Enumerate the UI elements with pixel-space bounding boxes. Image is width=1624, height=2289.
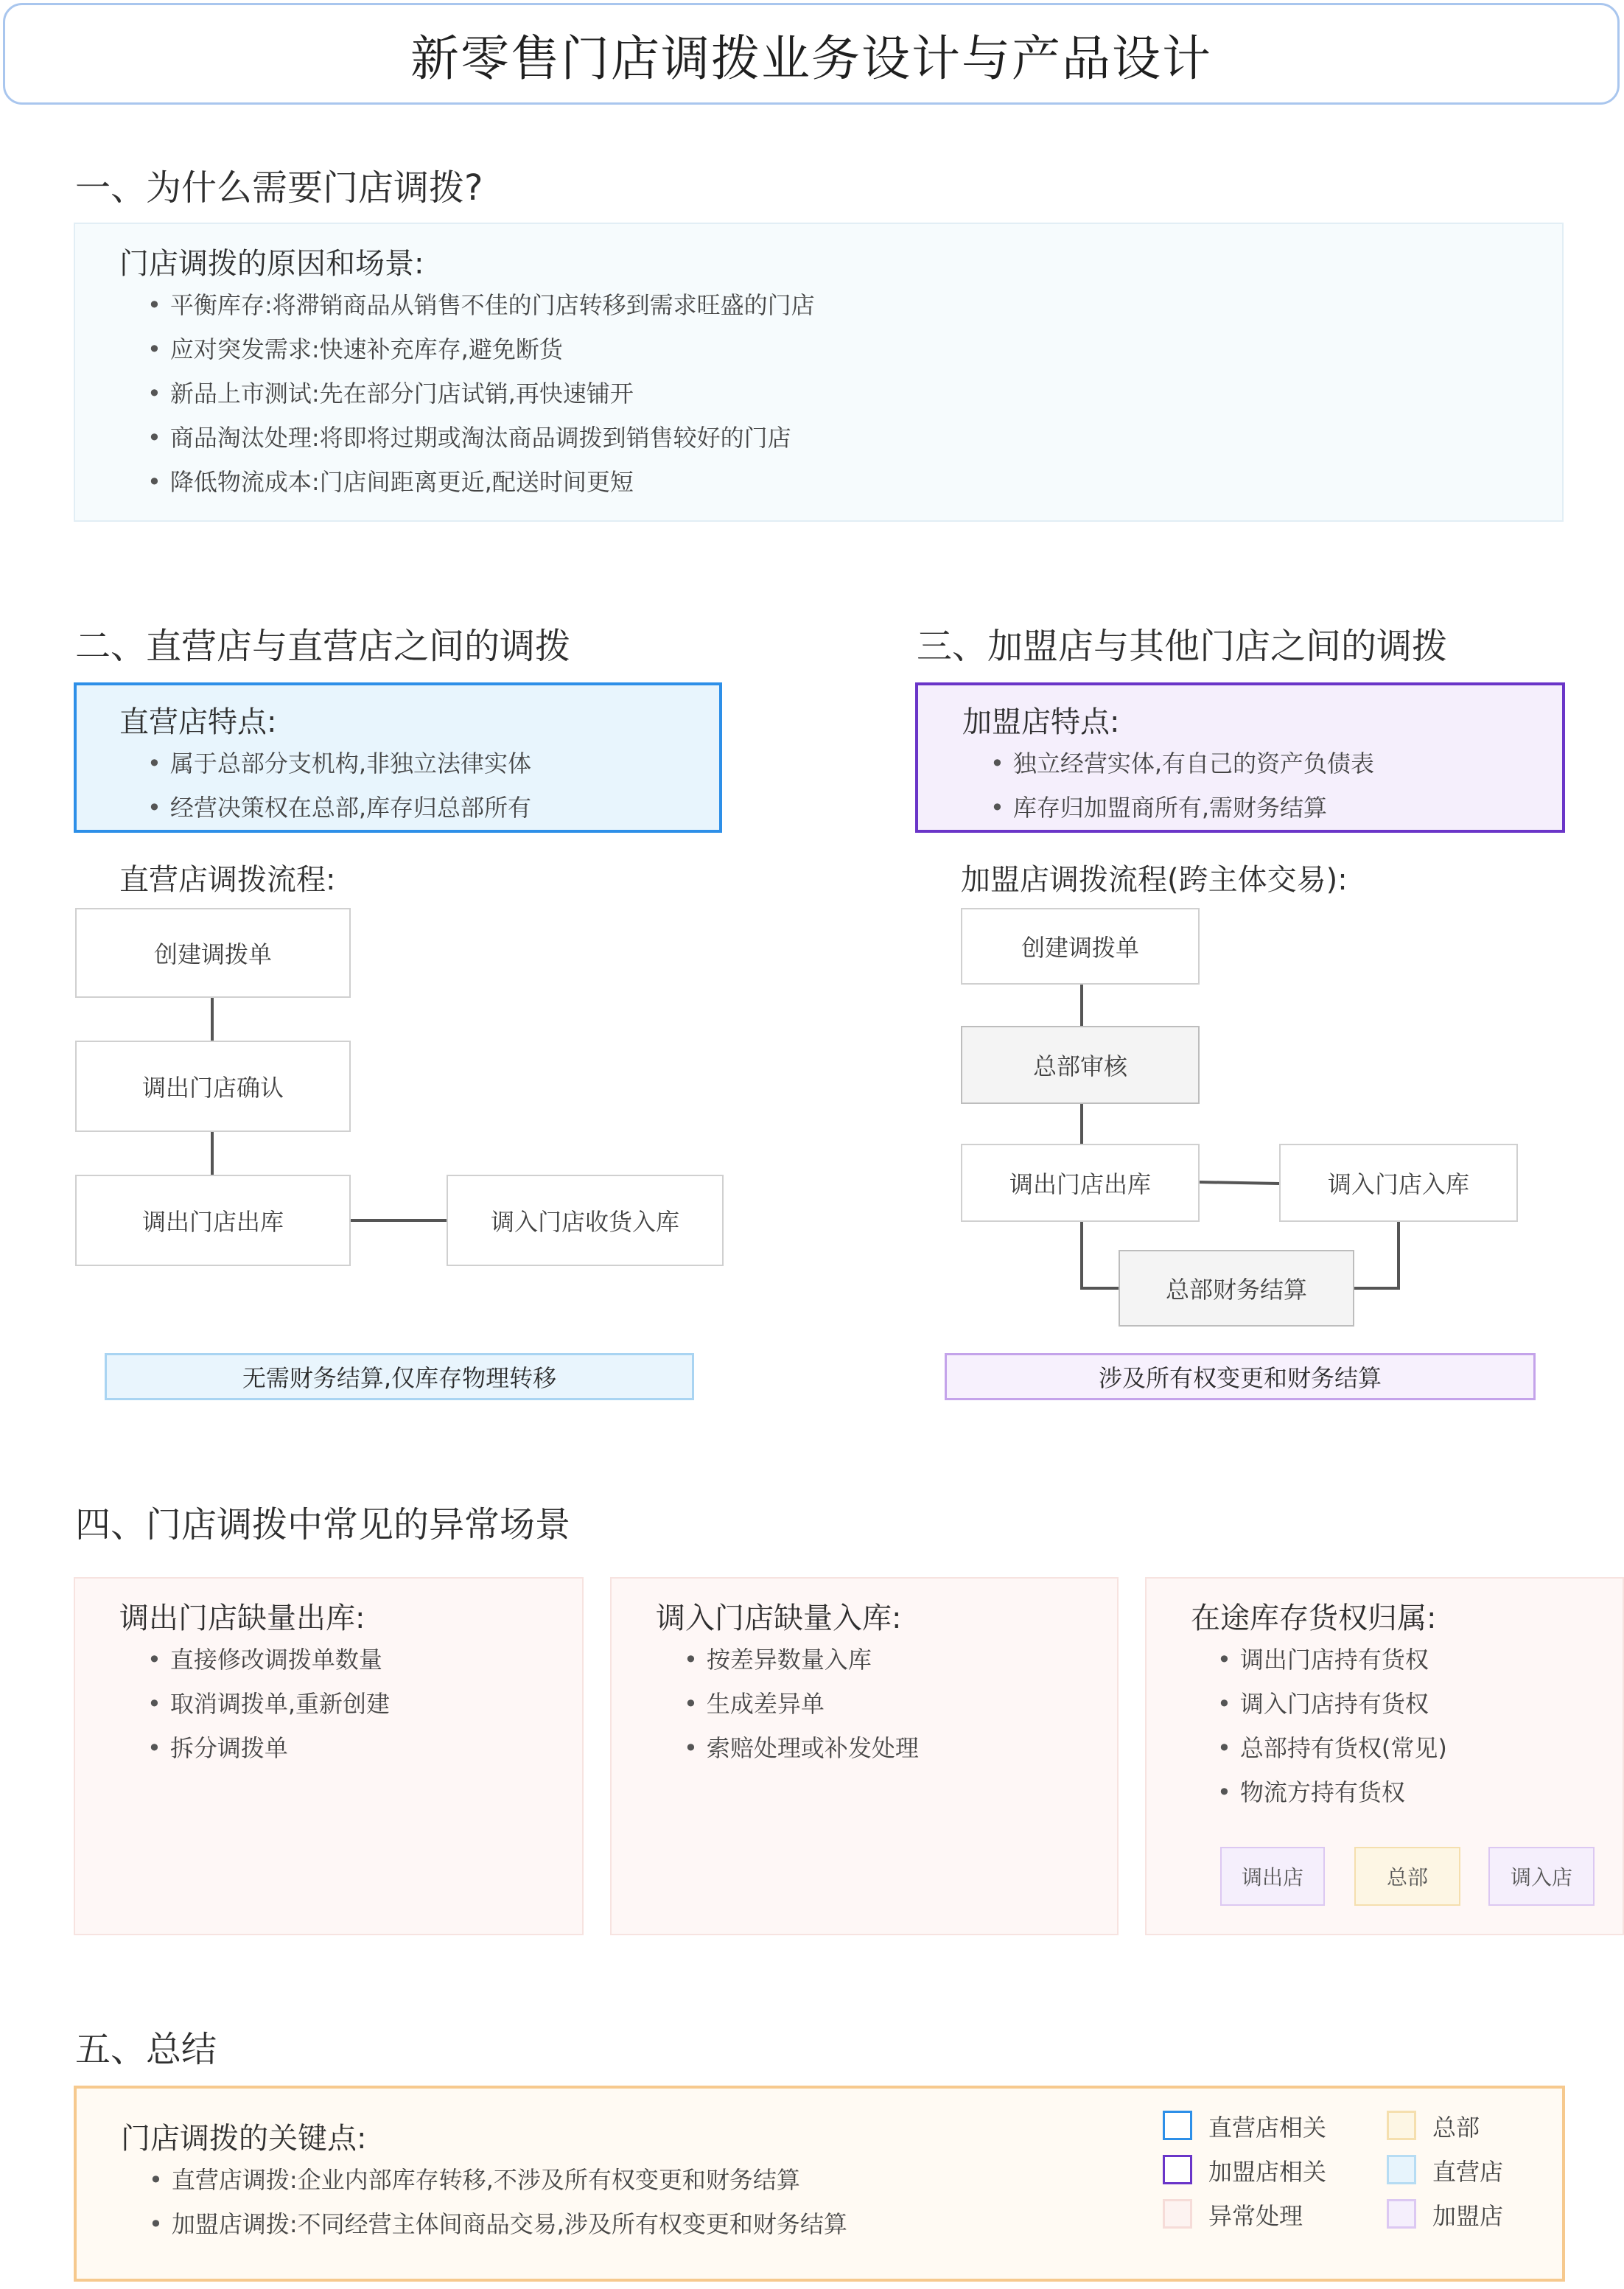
chain-chip-inbound-store: 调入店 — [1488, 1847, 1595, 1906]
connector-line — [1082, 1222, 1119, 1288]
exception-card-inbound-shortage — [610, 1577, 1119, 1935]
section1-heading: 一、为什么需要门店调拨? — [75, 167, 483, 209]
franchise-features-list — [990, 741, 1374, 830]
legend-label: 直营店相关 — [1208, 2114, 1327, 2142]
exception-card-title: 在途库存货权归属: — [1191, 1601, 1437, 1635]
legend-swatch-direct-store — [1387, 2155, 1416, 2184]
legend-label: 加盟店 — [1432, 2202, 1504, 2230]
section3-heading: 三、加盟店与其他门店之间的调拨 — [917, 626, 1448, 667]
list-item: • 生成差异单 — [684, 1682, 919, 1726]
list-item: • 应对突发需求:快速补充库存,避免断货 — [147, 327, 815, 371]
reasons-panel-title: 门店调拨的原因和场景: — [119, 247, 424, 281]
list-item: • 属于总部分支机构,非独立法律实体 — [147, 741, 531, 786]
legend-label: 直营店 — [1432, 2158, 1504, 2186]
direct-flow-note: 无需财务结算,仅库存物理转移 — [105, 1353, 694, 1400]
franchise-flow-note: 涉及所有权变更和财务结算 — [945, 1353, 1536, 1400]
list-item: • 按差异数量入库 — [684, 1638, 919, 1682]
exception-list — [684, 1638, 919, 1770]
legend-label: 总部 — [1432, 2114, 1480, 2142]
flow-node-outbound-confirm: 调出门店确认 — [75, 1041, 351, 1132]
list-item: • 独立经营实体,有自己的资产负债表 — [990, 741, 1374, 786]
page-title: 新零售门店调拨业务设计与产品设计 — [3, 3, 1620, 105]
exception-card-title: 调出门店缺量出库: — [119, 1601, 365, 1635]
list-item: • 取消调拨单,重新创建 — [147, 1682, 390, 1726]
list-item: • 索赔处理或补发处理 — [684, 1726, 919, 1770]
direct-features-title: 直营店特点: — [119, 705, 277, 739]
exception-card-title: 调入门店缺量入库: — [656, 1601, 902, 1635]
section2-heading: 二、直营店与直营店之间的调拨 — [75, 626, 571, 667]
list-item: • 调入门店持有货权 — [1217, 1682, 1447, 1726]
connector-line — [1354, 1222, 1399, 1288]
list-item: • 直接修改调拨单数量 — [147, 1638, 390, 1682]
list-item: • 总部持有货权(常见) — [1217, 1726, 1447, 1770]
flow-node-create-order: 创建调拨单 — [75, 908, 351, 998]
chain-chip-hq: 总部 — [1354, 1847, 1460, 1906]
exception-list — [147, 1638, 390, 1770]
list-item: • 平衡库存:将滞销商品从销售不佳的门店转移到需求旺盛的门店 — [147, 283, 815, 327]
list-item: • 物流方持有货权 — [1217, 1770, 1447, 1814]
list-item: • 拆分调拨单 — [147, 1726, 390, 1770]
summary-panel-title: 门店调拨的关键点: — [121, 2122, 367, 2156]
legend-swatch-direct-related — [1163, 2111, 1192, 2140]
list-item: • 新品上市测试:先在部分门店试销,再快速铺开 — [147, 371, 815, 416]
list-item: • 调出门店持有货权 — [1217, 1638, 1447, 1682]
exception-card-outbound-shortage — [74, 1577, 584, 1935]
flow-node-hq-review: 总部审核 — [961, 1026, 1200, 1104]
legend-label: 异常处理 — [1208, 2202, 1303, 2230]
summary-panel — [74, 2086, 1565, 2282]
flow-node-outbound-shipping: 调出门店出库 — [75, 1175, 351, 1266]
legend-swatch-hq — [1387, 2111, 1416, 2140]
flow-node-outbound-shipping: 调出门店出库 — [961, 1144, 1200, 1222]
connector-line — [1200, 1182, 1279, 1184]
legend-label: 加盟店相关 — [1208, 2158, 1327, 2186]
franchise-flow-title: 加盟店调拨流程(跨主体交易): — [961, 863, 1348, 897]
section4-heading: 四、门店调拨中常见的异常场景 — [75, 1504, 571, 1545]
list-item: • 加盟店调拨:不同经营主体间商品交易,涉及所有权变更和财务结算 — [149, 2202, 847, 2246]
franchise-features-panel — [915, 682, 1565, 833]
list-item: • 降低物流成本:门店间距离更近,配送时间更短 — [147, 460, 815, 504]
exception-list — [1217, 1638, 1447, 1814]
flow-node-hq-settlement: 总部财务结算 — [1119, 1250, 1354, 1327]
flow-node-inbound-receive: 调入门店收货入库 — [447, 1175, 724, 1266]
flow-node-inbound-stock: 调入门店入库 — [1279, 1144, 1518, 1222]
legend-swatch-franchise-store — [1387, 2199, 1416, 2229]
legend-swatch-franchise-related — [1163, 2155, 1192, 2184]
flow-node-create-order: 创建调拨单 — [961, 908, 1200, 985]
franchise-features-title: 加盟店特点: — [962, 705, 1120, 739]
legend-swatch-exception — [1163, 2199, 1192, 2229]
section5-heading: 五、总结 — [75, 2029, 217, 2070]
chain-chip-outbound-store: 调出店 — [1220, 1847, 1325, 1906]
direct-flow-title: 直营店调拨流程: — [119, 863, 336, 897]
list-item: • 商品淘汰处理:将即将过期或淘汰商品调拨到销售较好的门店 — [147, 416, 815, 460]
list-item: • 库存归加盟商所有,需财务结算 — [990, 786, 1374, 830]
list-item: • 直营店调拨:企业内部库存转移,不涉及所有权变更和财务结算 — [149, 2158, 847, 2202]
list-item: • 经营决策权在总部,库存归总部所有 — [147, 786, 531, 830]
summary-list — [149, 2158, 847, 2246]
